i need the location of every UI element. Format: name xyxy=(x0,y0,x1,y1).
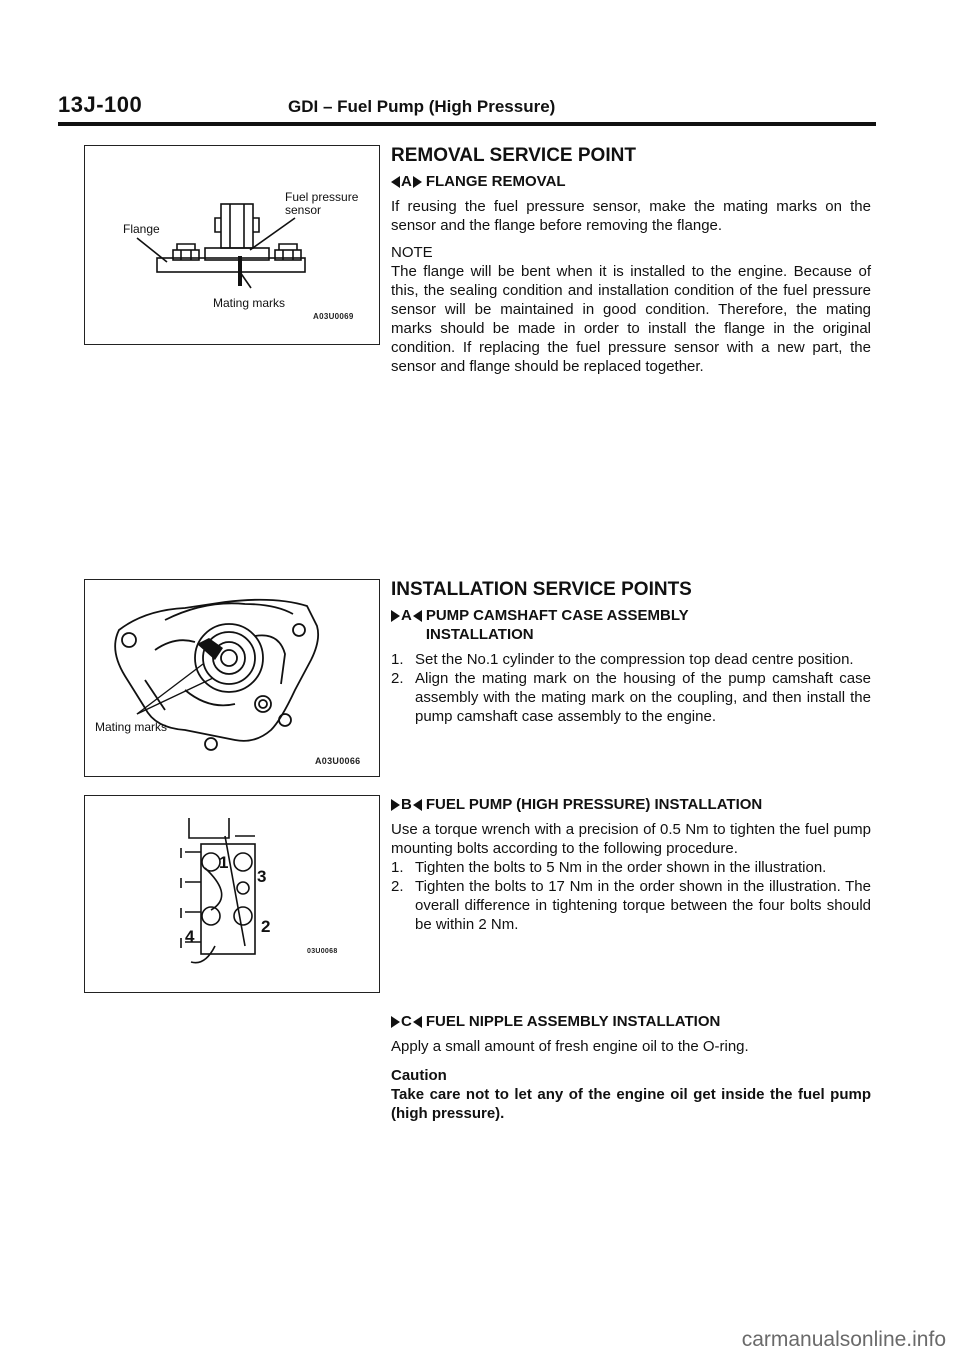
bolt-order-4: 4 xyxy=(185,927,195,946)
flange-removal-heading xyxy=(391,172,871,191)
fuel-pump-title: FUEL PUMP (HIGH PRESSURE) INSTALLATION xyxy=(425,796,763,813)
fuel-nipple-text: Apply a small amount of fresh engine oil to the O-ring. xyxy=(391,1038,749,1055)
figure-code: A03U0066 xyxy=(315,756,361,766)
camshaft-case-illustration xyxy=(85,580,379,776)
list-item: 2. Align the mating mark on the housing of the pump camshaft case assembly with the mating mark on the coupling, and then install the pump camshaft case assembly to the engine. xyxy=(391,670,871,725)
caution-text: Take care not to let any of the engine oil get inside the fuel pump (high pressure). xyxy=(391,1086,871,1122)
flange-removal-text: If reusing the fuel pressure sensor, make the mating marks on the sensor and the flange before removing the flange. xyxy=(391,198,871,234)
fuel-pump-text: Use a torque wrench with a precision of 0.5 Nm to tighten the fuel pump mounting bolts according to the following procedure. xyxy=(391,821,871,857)
camshaft-case-steps xyxy=(391,650,871,726)
label-sensor: sensor xyxy=(285,203,322,217)
fuel-pump-steps xyxy=(391,858,871,934)
caution-label: Caution xyxy=(391,1067,447,1084)
label-mating-marks: Mating marks xyxy=(213,296,286,310)
figure-flange xyxy=(84,145,380,345)
install-mark-c-icon: C xyxy=(391,1012,422,1031)
camshaft-case-title: PUMP CAMSHAFT CASE ASSEMBLY INSTALLATION xyxy=(425,607,689,643)
page-title: GDI – Fuel Pump (High Pressure) xyxy=(288,97,556,116)
installation-c xyxy=(391,1012,871,1123)
bolt-order-illustration xyxy=(85,796,379,992)
mating-mark-line xyxy=(238,256,242,286)
fuel-pump-heading xyxy=(391,795,871,814)
removal-mark-icon: A xyxy=(391,172,422,191)
label-mating-marks: Mating marks xyxy=(95,720,168,734)
page-number: 13J-100 xyxy=(58,92,143,117)
label-flange: Flange xyxy=(123,222,160,236)
figure-camshaft-case xyxy=(84,579,380,777)
list-item: 2. Tighten the bolts to 17 Nm in the order shown in the illustration. The overall difference in tightening torque between the four bolts should be within 2 Nm. xyxy=(391,878,871,933)
install-mark-b-icon: B xyxy=(391,795,422,814)
removal-section xyxy=(391,172,871,376)
installation-b xyxy=(391,795,871,934)
page-header xyxy=(58,92,876,126)
fuel-nipple-heading xyxy=(391,1012,871,1031)
install-mark-a-icon: A xyxy=(391,606,422,625)
figure-code: 03U0068 xyxy=(307,948,338,955)
label-fuel-pressure: Fuel pressure xyxy=(285,190,359,204)
note-label: NOTE xyxy=(391,244,433,261)
bolt-order-2: 2 xyxy=(261,917,271,936)
figure-bolt-order xyxy=(84,795,380,993)
figure-code: A03U0069 xyxy=(313,312,354,321)
watermark: carmanualsonline.info xyxy=(741,1328,946,1351)
list-item: 1. Tighten the bolts to 5 Nm in the order shown in the illustration. xyxy=(391,859,827,876)
note-text: The flange will be bent when it is installed to the engine. Because of this, the sealing condition and installation condition of the fuel pressure sensor will be maintained in good condition. Therefore, the mating marks should be made in order to install the flange in the original condition. If replacing the fuel pressure sensor with a new part, the sensor and flange should be replaced together. xyxy=(391,263,871,375)
installation-a xyxy=(391,606,871,726)
flange-removal-title: FLANGE REMOVAL xyxy=(425,173,566,190)
list-item: 1. Set the No.1 cylinder to the compression top dead centre position. xyxy=(391,651,854,668)
installation-section-title: INSTALLATION SERVICE POINTS xyxy=(391,579,692,600)
camshaft-case-heading xyxy=(391,606,871,644)
bolt-order-3: 3 xyxy=(257,867,267,886)
fuel-nipple-title: FUEL NIPPLE ASSEMBLY INSTALLATION xyxy=(425,1013,721,1030)
bolt-order-1: 1 xyxy=(219,853,229,872)
removal-section-title: REMOVAL SERVICE POINT xyxy=(391,145,636,166)
